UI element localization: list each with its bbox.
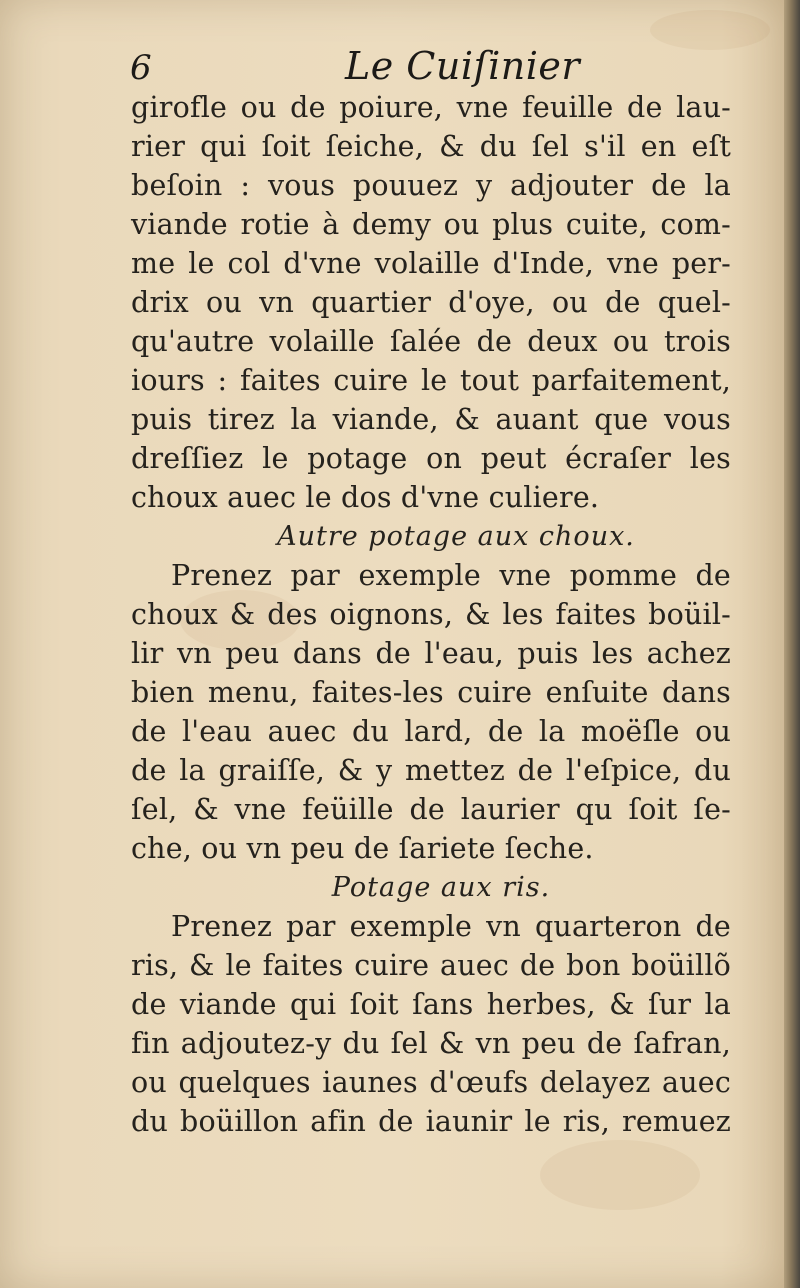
- text-line: de la graiſſe, & y mettez de l'eſpice, du: [131, 754, 731, 787]
- text-line: me le col d'vne volaille d'Inde, vne per-: [131, 247, 731, 280]
- text-line: ris, & le faites cuire auec de bon boüillõ: [131, 949, 731, 982]
- text-line: Prenez par exemple vn quarteron de: [171, 910, 731, 943]
- body-text: [131, 88, 731, 1141]
- text-line: de viande qui ſoit ſans herbes, & ſur la: [131, 988, 731, 1021]
- text-line: de l'eau auec du lard, de la moëſle ou: [131, 715, 731, 748]
- page-number: 6: [130, 48, 152, 88]
- text-line: dreſſiez le potage on peut écraſer les: [131, 442, 731, 475]
- text-line: iours : faites cuire le tout parfaitement,: [131, 364, 731, 397]
- text-line: Prenez par exemple vne pomme de: [171, 559, 731, 592]
- section-heading: Autre potage aux choux.: [277, 521, 635, 552]
- text-line: fin adjoutez-y du ſel & vn peu de ſafran,: [131, 1027, 731, 1060]
- text-line: lir vn peu dans de l'eau, puis les achez: [131, 637, 731, 670]
- text-line: du boüillon afin de iaunir le ris, remuez: [131, 1105, 731, 1138]
- section-heading: Potage aux ris.: [331, 872, 551, 903]
- paper-stain: [540, 1140, 700, 1210]
- text-line: viande rotie à demy ou plus cuite, com-: [131, 208, 731, 241]
- text-line: puis tirez la viande, & auant que vous: [131, 403, 731, 436]
- text-line: bien menu, faites-les cuire enſuite dans: [131, 676, 731, 709]
- text-line: che, ou vn peu de ſariete ſeche.: [131, 832, 594, 865]
- text-line: ou quelques iaunes d'œufs delayez auec: [131, 1066, 731, 1099]
- text-line: choux & des oignons, & les faites boüil-: [131, 598, 731, 631]
- text-line: rier qui ſoit ſeiche, & du ſel s'il en eſt: [131, 130, 731, 163]
- text-line: ſel, & vne feüille de laurier qu ſoit ſe-: [131, 793, 731, 826]
- text-line: drix ou vn quartier d'oye, ou de quel-: [131, 286, 731, 319]
- running-title: Le Cuiſinier: [345, 44, 581, 88]
- text-line: qu'autre volaille ſalée de deux ou trois: [131, 325, 731, 358]
- text-line: choux auec le dos d'vne culiere.: [131, 481, 600, 514]
- text-line: beſoin : vous pouuez y adjouter de la: [131, 169, 731, 202]
- page-edge: [784, 0, 800, 1288]
- running-head: [130, 42, 730, 92]
- text-line: girofle ou de poiure, vne feuille de lau-: [131, 91, 731, 124]
